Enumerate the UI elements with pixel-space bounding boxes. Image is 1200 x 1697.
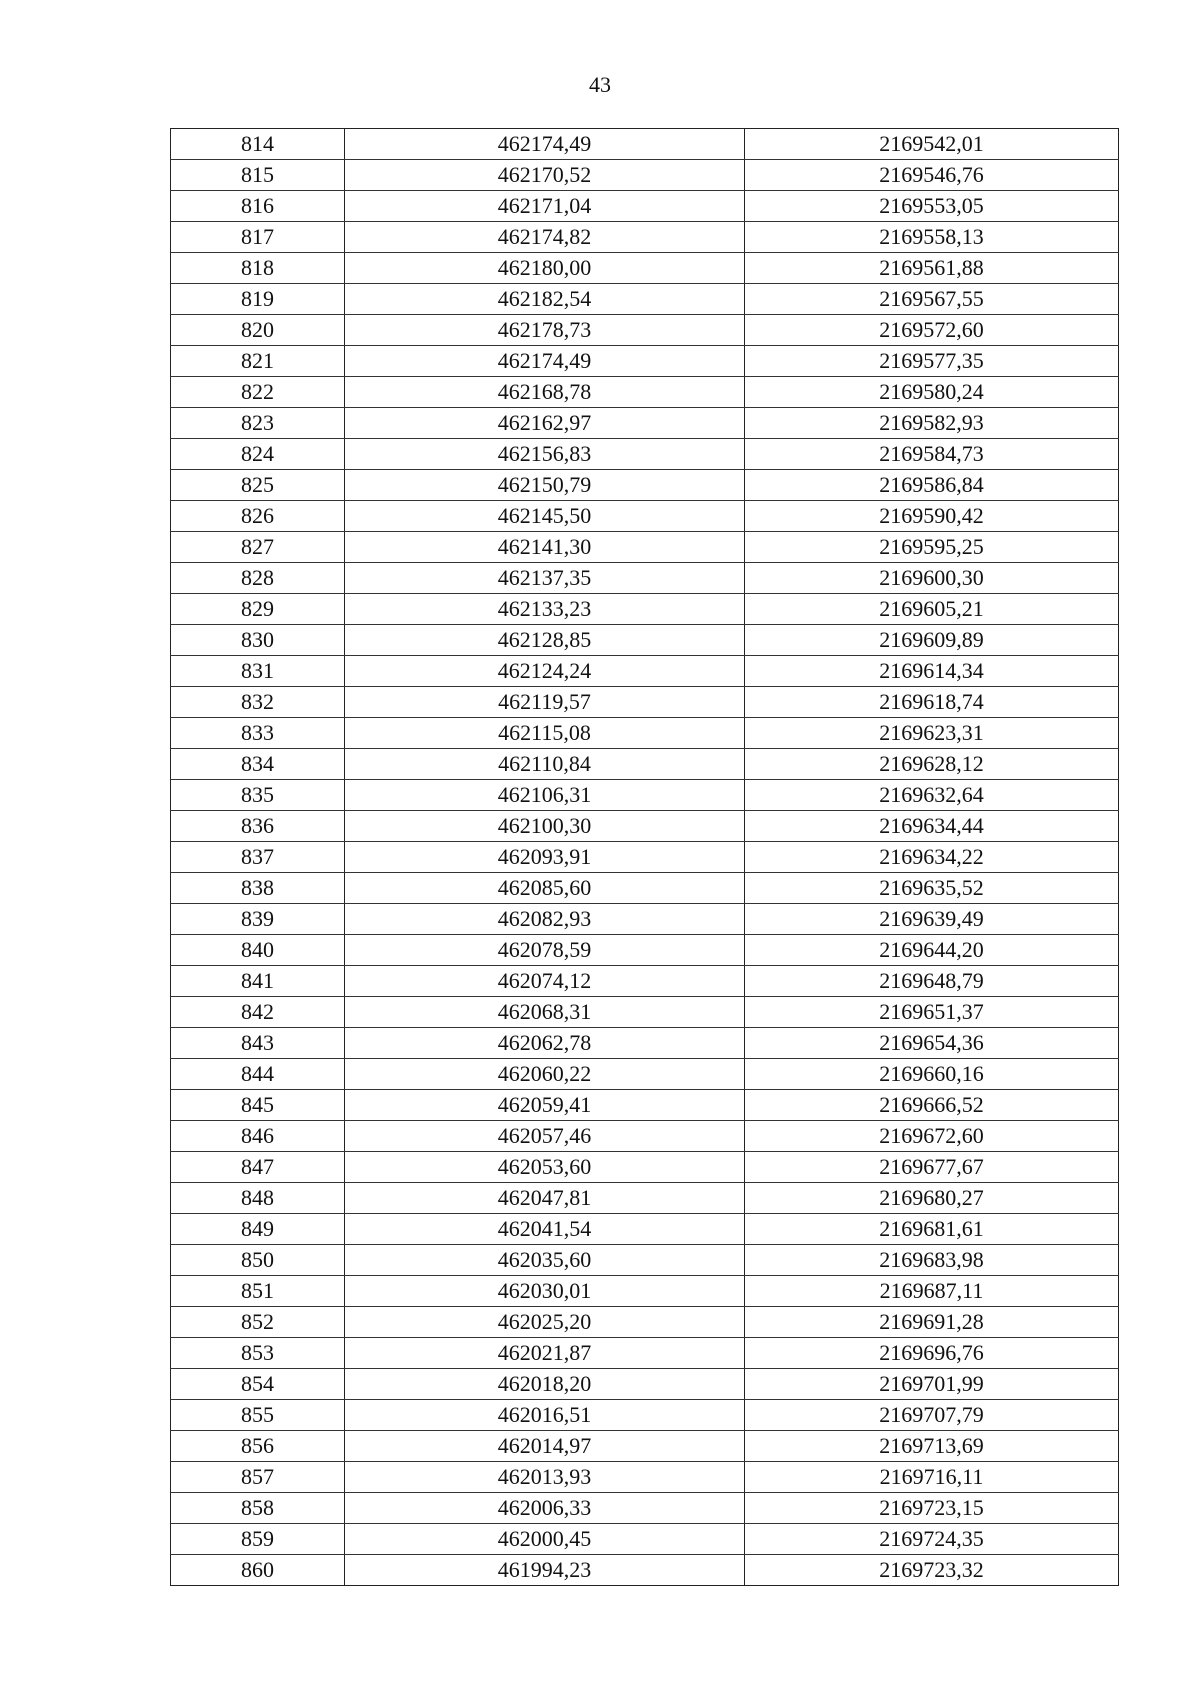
x-coordinate-cell: 462085,60: [345, 873, 745, 904]
y-coordinate-cell: 2169572,60: [745, 315, 1119, 346]
point-number-cell: 853: [171, 1338, 345, 1369]
y-coordinate-cell: 2169609,89: [745, 625, 1119, 656]
point-number-cell: 837: [171, 842, 345, 873]
x-coordinate-cell: 462041,54: [345, 1214, 745, 1245]
table-row: [171, 377, 1119, 408]
x-coordinate-cell: 462110,84: [345, 749, 745, 780]
point-number-cell: 842: [171, 997, 345, 1028]
y-coordinate-cell: 2169723,32: [745, 1555, 1119, 1586]
y-coordinate-cell: 2169687,11: [745, 1276, 1119, 1307]
y-coordinate-cell: 2169680,27: [745, 1183, 1119, 1214]
table-row: [171, 1307, 1119, 1338]
table-row: [171, 315, 1119, 346]
point-number-cell: 824: [171, 439, 345, 470]
x-coordinate-cell: 462057,46: [345, 1121, 745, 1152]
point-number-cell: 832: [171, 687, 345, 718]
point-number-cell: 838: [171, 873, 345, 904]
point-number-cell: 855: [171, 1400, 345, 1431]
x-coordinate-cell: 462062,78: [345, 1028, 745, 1059]
table-row: [171, 594, 1119, 625]
point-number-cell: 845: [171, 1090, 345, 1121]
point-number-cell: 833: [171, 718, 345, 749]
y-coordinate-cell: 2169577,35: [745, 346, 1119, 377]
x-coordinate-cell: 462078,59: [345, 935, 745, 966]
table-row: [171, 532, 1119, 563]
point-number-cell: 826: [171, 501, 345, 532]
x-coordinate-cell: 462016,51: [345, 1400, 745, 1431]
point-number-cell: 859: [171, 1524, 345, 1555]
point-number-cell: 850: [171, 1245, 345, 1276]
y-coordinate-cell: 2169553,05: [745, 191, 1119, 222]
table-row: [171, 842, 1119, 873]
point-number-cell: 836: [171, 811, 345, 842]
point-number-cell: 815: [171, 160, 345, 191]
x-coordinate-cell: 462053,60: [345, 1152, 745, 1183]
point-number-cell: 834: [171, 749, 345, 780]
x-coordinate-cell: 462060,22: [345, 1059, 745, 1090]
x-coordinate-cell: 462180,00: [345, 253, 745, 284]
y-coordinate-cell: 2169701,99: [745, 1369, 1119, 1400]
y-coordinate-cell: 2169666,52: [745, 1090, 1119, 1121]
x-coordinate-cell: 462170,52: [345, 160, 745, 191]
x-coordinate-cell: 462106,31: [345, 780, 745, 811]
point-number-cell: 820: [171, 315, 345, 346]
x-coordinate-cell: 462025,20: [345, 1307, 745, 1338]
table-row: [171, 222, 1119, 253]
y-coordinate-cell: 2169628,12: [745, 749, 1119, 780]
table-row: [171, 780, 1119, 811]
y-coordinate-cell: 2169605,21: [745, 594, 1119, 625]
point-number-cell: 852: [171, 1307, 345, 1338]
table-row: [171, 687, 1119, 718]
table-row: [171, 1431, 1119, 1462]
x-coordinate-cell: 462168,78: [345, 377, 745, 408]
y-coordinate-cell: 2169696,76: [745, 1338, 1119, 1369]
point-number-cell: 822: [171, 377, 345, 408]
x-coordinate-cell: 462115,08: [345, 718, 745, 749]
table-row: [171, 811, 1119, 842]
y-coordinate-cell: 2169651,37: [745, 997, 1119, 1028]
y-coordinate-cell: 2169595,25: [745, 532, 1119, 563]
x-coordinate-cell: 462030,01: [345, 1276, 745, 1307]
table-row: [171, 1214, 1119, 1245]
point-number-cell: 816: [171, 191, 345, 222]
x-coordinate-cell: 462018,20: [345, 1369, 745, 1400]
y-coordinate-cell: 2169558,13: [745, 222, 1119, 253]
x-coordinate-cell: 462047,81: [345, 1183, 745, 1214]
point-number-cell: 847: [171, 1152, 345, 1183]
table-row: [171, 1090, 1119, 1121]
x-coordinate-cell: 462059,41: [345, 1090, 745, 1121]
table-row: [171, 284, 1119, 315]
x-coordinate-cell: 462124,24: [345, 656, 745, 687]
point-number-cell: 843: [171, 1028, 345, 1059]
y-coordinate-cell: 2169724,35: [745, 1524, 1119, 1555]
point-number-cell: 831: [171, 656, 345, 687]
point-number-cell: 825: [171, 470, 345, 501]
table-row: [171, 439, 1119, 470]
point-number-cell: 848: [171, 1183, 345, 1214]
table-row: [171, 191, 1119, 222]
x-coordinate-cell: 462137,35: [345, 563, 745, 594]
y-coordinate-cell: 2169681,61: [745, 1214, 1119, 1245]
y-coordinate-cell: 2169561,88: [745, 253, 1119, 284]
x-coordinate-cell: 462068,31: [345, 997, 745, 1028]
table-row: [171, 966, 1119, 997]
y-coordinate-cell: 2169723,15: [745, 1493, 1119, 1524]
y-coordinate-cell: 2169600,30: [745, 563, 1119, 594]
point-number-cell: 846: [171, 1121, 345, 1152]
x-coordinate-cell: 462171,04: [345, 191, 745, 222]
y-coordinate-cell: 2169713,69: [745, 1431, 1119, 1462]
table-row: [171, 160, 1119, 191]
table-row: [171, 1183, 1119, 1214]
y-coordinate-cell: 2169614,34: [745, 656, 1119, 687]
table-row: [171, 656, 1119, 687]
x-coordinate-cell: 462133,23: [345, 594, 745, 625]
x-coordinate-cell: 462000,45: [345, 1524, 745, 1555]
y-coordinate-cell: 2169546,76: [745, 160, 1119, 191]
y-coordinate-cell: 2169584,73: [745, 439, 1119, 470]
table-row: [171, 1152, 1119, 1183]
table-row: [171, 1028, 1119, 1059]
point-number-cell: 839: [171, 904, 345, 935]
y-coordinate-cell: 2169635,52: [745, 873, 1119, 904]
y-coordinate-cell: 2169618,74: [745, 687, 1119, 718]
table-row: [171, 1245, 1119, 1276]
table-row: [171, 1059, 1119, 1090]
table-row: [171, 129, 1119, 160]
y-coordinate-cell: 2169648,79: [745, 966, 1119, 997]
point-number-cell: 835: [171, 780, 345, 811]
table-row: [171, 408, 1119, 439]
x-coordinate-cell: 462156,83: [345, 439, 745, 470]
table-row: [171, 563, 1119, 594]
x-coordinate-cell: 462119,57: [345, 687, 745, 718]
point-number-cell: 854: [171, 1369, 345, 1400]
y-coordinate-cell: 2169580,24: [745, 377, 1119, 408]
point-number-cell: 830: [171, 625, 345, 656]
table-row: [171, 935, 1119, 966]
table-row: [171, 1400, 1119, 1431]
coordinates-table-body: [171, 129, 1119, 1586]
y-coordinate-cell: 2169586,84: [745, 470, 1119, 501]
y-coordinate-cell: 2169672,60: [745, 1121, 1119, 1152]
x-coordinate-cell: 461994,23: [345, 1555, 745, 1586]
y-coordinate-cell: 2169691,28: [745, 1307, 1119, 1338]
x-coordinate-cell: 462082,93: [345, 904, 745, 935]
y-coordinate-cell: 2169639,49: [745, 904, 1119, 935]
table-row: [171, 346, 1119, 377]
table-row: [171, 625, 1119, 656]
y-coordinate-cell: 2169660,16: [745, 1059, 1119, 1090]
table-row: [171, 1369, 1119, 1400]
coordinates-table: [170, 128, 1119, 1586]
y-coordinate-cell: 2169634,44: [745, 811, 1119, 842]
y-coordinate-cell: 2169590,42: [745, 501, 1119, 532]
point-number-cell: 823: [171, 408, 345, 439]
point-number-cell: 860: [171, 1555, 345, 1586]
y-coordinate-cell: 2169683,98: [745, 1245, 1119, 1276]
table-row: [171, 470, 1119, 501]
y-coordinate-cell: 2169677,67: [745, 1152, 1119, 1183]
point-number-cell: 856: [171, 1431, 345, 1462]
x-coordinate-cell: 462013,93: [345, 1462, 745, 1493]
x-coordinate-cell: 462150,79: [345, 470, 745, 501]
point-number-cell: 817: [171, 222, 345, 253]
y-coordinate-cell: 2169707,79: [745, 1400, 1119, 1431]
y-coordinate-cell: 2169542,01: [745, 129, 1119, 160]
table-row: [171, 1555, 1119, 1586]
x-coordinate-cell: 462178,73: [345, 315, 745, 346]
x-coordinate-cell: 462021,87: [345, 1338, 745, 1369]
x-coordinate-cell: 462145,50: [345, 501, 745, 532]
point-number-cell: 849: [171, 1214, 345, 1245]
y-coordinate-cell: 2169567,55: [745, 284, 1119, 315]
y-coordinate-cell: 2169582,93: [745, 408, 1119, 439]
x-coordinate-cell: 462014,97: [345, 1431, 745, 1462]
table-row: [171, 904, 1119, 935]
y-coordinate-cell: 2169632,64: [745, 780, 1119, 811]
point-number-cell: 858: [171, 1493, 345, 1524]
point-number-cell: 819: [171, 284, 345, 315]
x-coordinate-cell: 462100,30: [345, 811, 745, 842]
y-coordinate-cell: 2169716,11: [745, 1462, 1119, 1493]
table-row: [171, 873, 1119, 904]
point-number-cell: 844: [171, 1059, 345, 1090]
table-row: [171, 997, 1119, 1028]
point-number-cell: 821: [171, 346, 345, 377]
point-number-cell: 841: [171, 966, 345, 997]
point-number-cell: 851: [171, 1276, 345, 1307]
x-coordinate-cell: 462174,82: [345, 222, 745, 253]
x-coordinate-cell: 462174,49: [345, 129, 745, 160]
page-number: 43: [589, 72, 611, 97]
table-row: [171, 718, 1119, 749]
y-coordinate-cell: 2169644,20: [745, 935, 1119, 966]
y-coordinate-cell: 2169654,36: [745, 1028, 1119, 1059]
x-coordinate-cell: 462006,33: [345, 1493, 745, 1524]
table-row: [171, 1338, 1119, 1369]
table-row: [171, 1276, 1119, 1307]
point-number-cell: 840: [171, 935, 345, 966]
y-coordinate-cell: 2169634,22: [745, 842, 1119, 873]
x-coordinate-cell: 462093,91: [345, 842, 745, 873]
x-coordinate-cell: 462162,97: [345, 408, 745, 439]
x-coordinate-cell: 462141,30: [345, 532, 745, 563]
point-number-cell: 857: [171, 1462, 345, 1493]
point-number-cell: 827: [171, 532, 345, 563]
x-coordinate-cell: 462182,54: [345, 284, 745, 315]
point-number-cell: 828: [171, 563, 345, 594]
table-row: [171, 1493, 1119, 1524]
table-row: [171, 253, 1119, 284]
table-row: [171, 1524, 1119, 1555]
point-number-cell: 818: [171, 253, 345, 284]
x-coordinate-cell: 462128,85: [345, 625, 745, 656]
x-coordinate-cell: 462035,60: [345, 1245, 745, 1276]
x-coordinate-cell: 462174,49: [345, 346, 745, 377]
table-row: [171, 1462, 1119, 1493]
table-row: [171, 501, 1119, 532]
point-number-cell: 829: [171, 594, 345, 625]
table-row: [171, 749, 1119, 780]
y-coordinate-cell: 2169623,31: [745, 718, 1119, 749]
x-coordinate-cell: 462074,12: [345, 966, 745, 997]
point-number-cell: 814: [171, 129, 345, 160]
table-row: [171, 1121, 1119, 1152]
